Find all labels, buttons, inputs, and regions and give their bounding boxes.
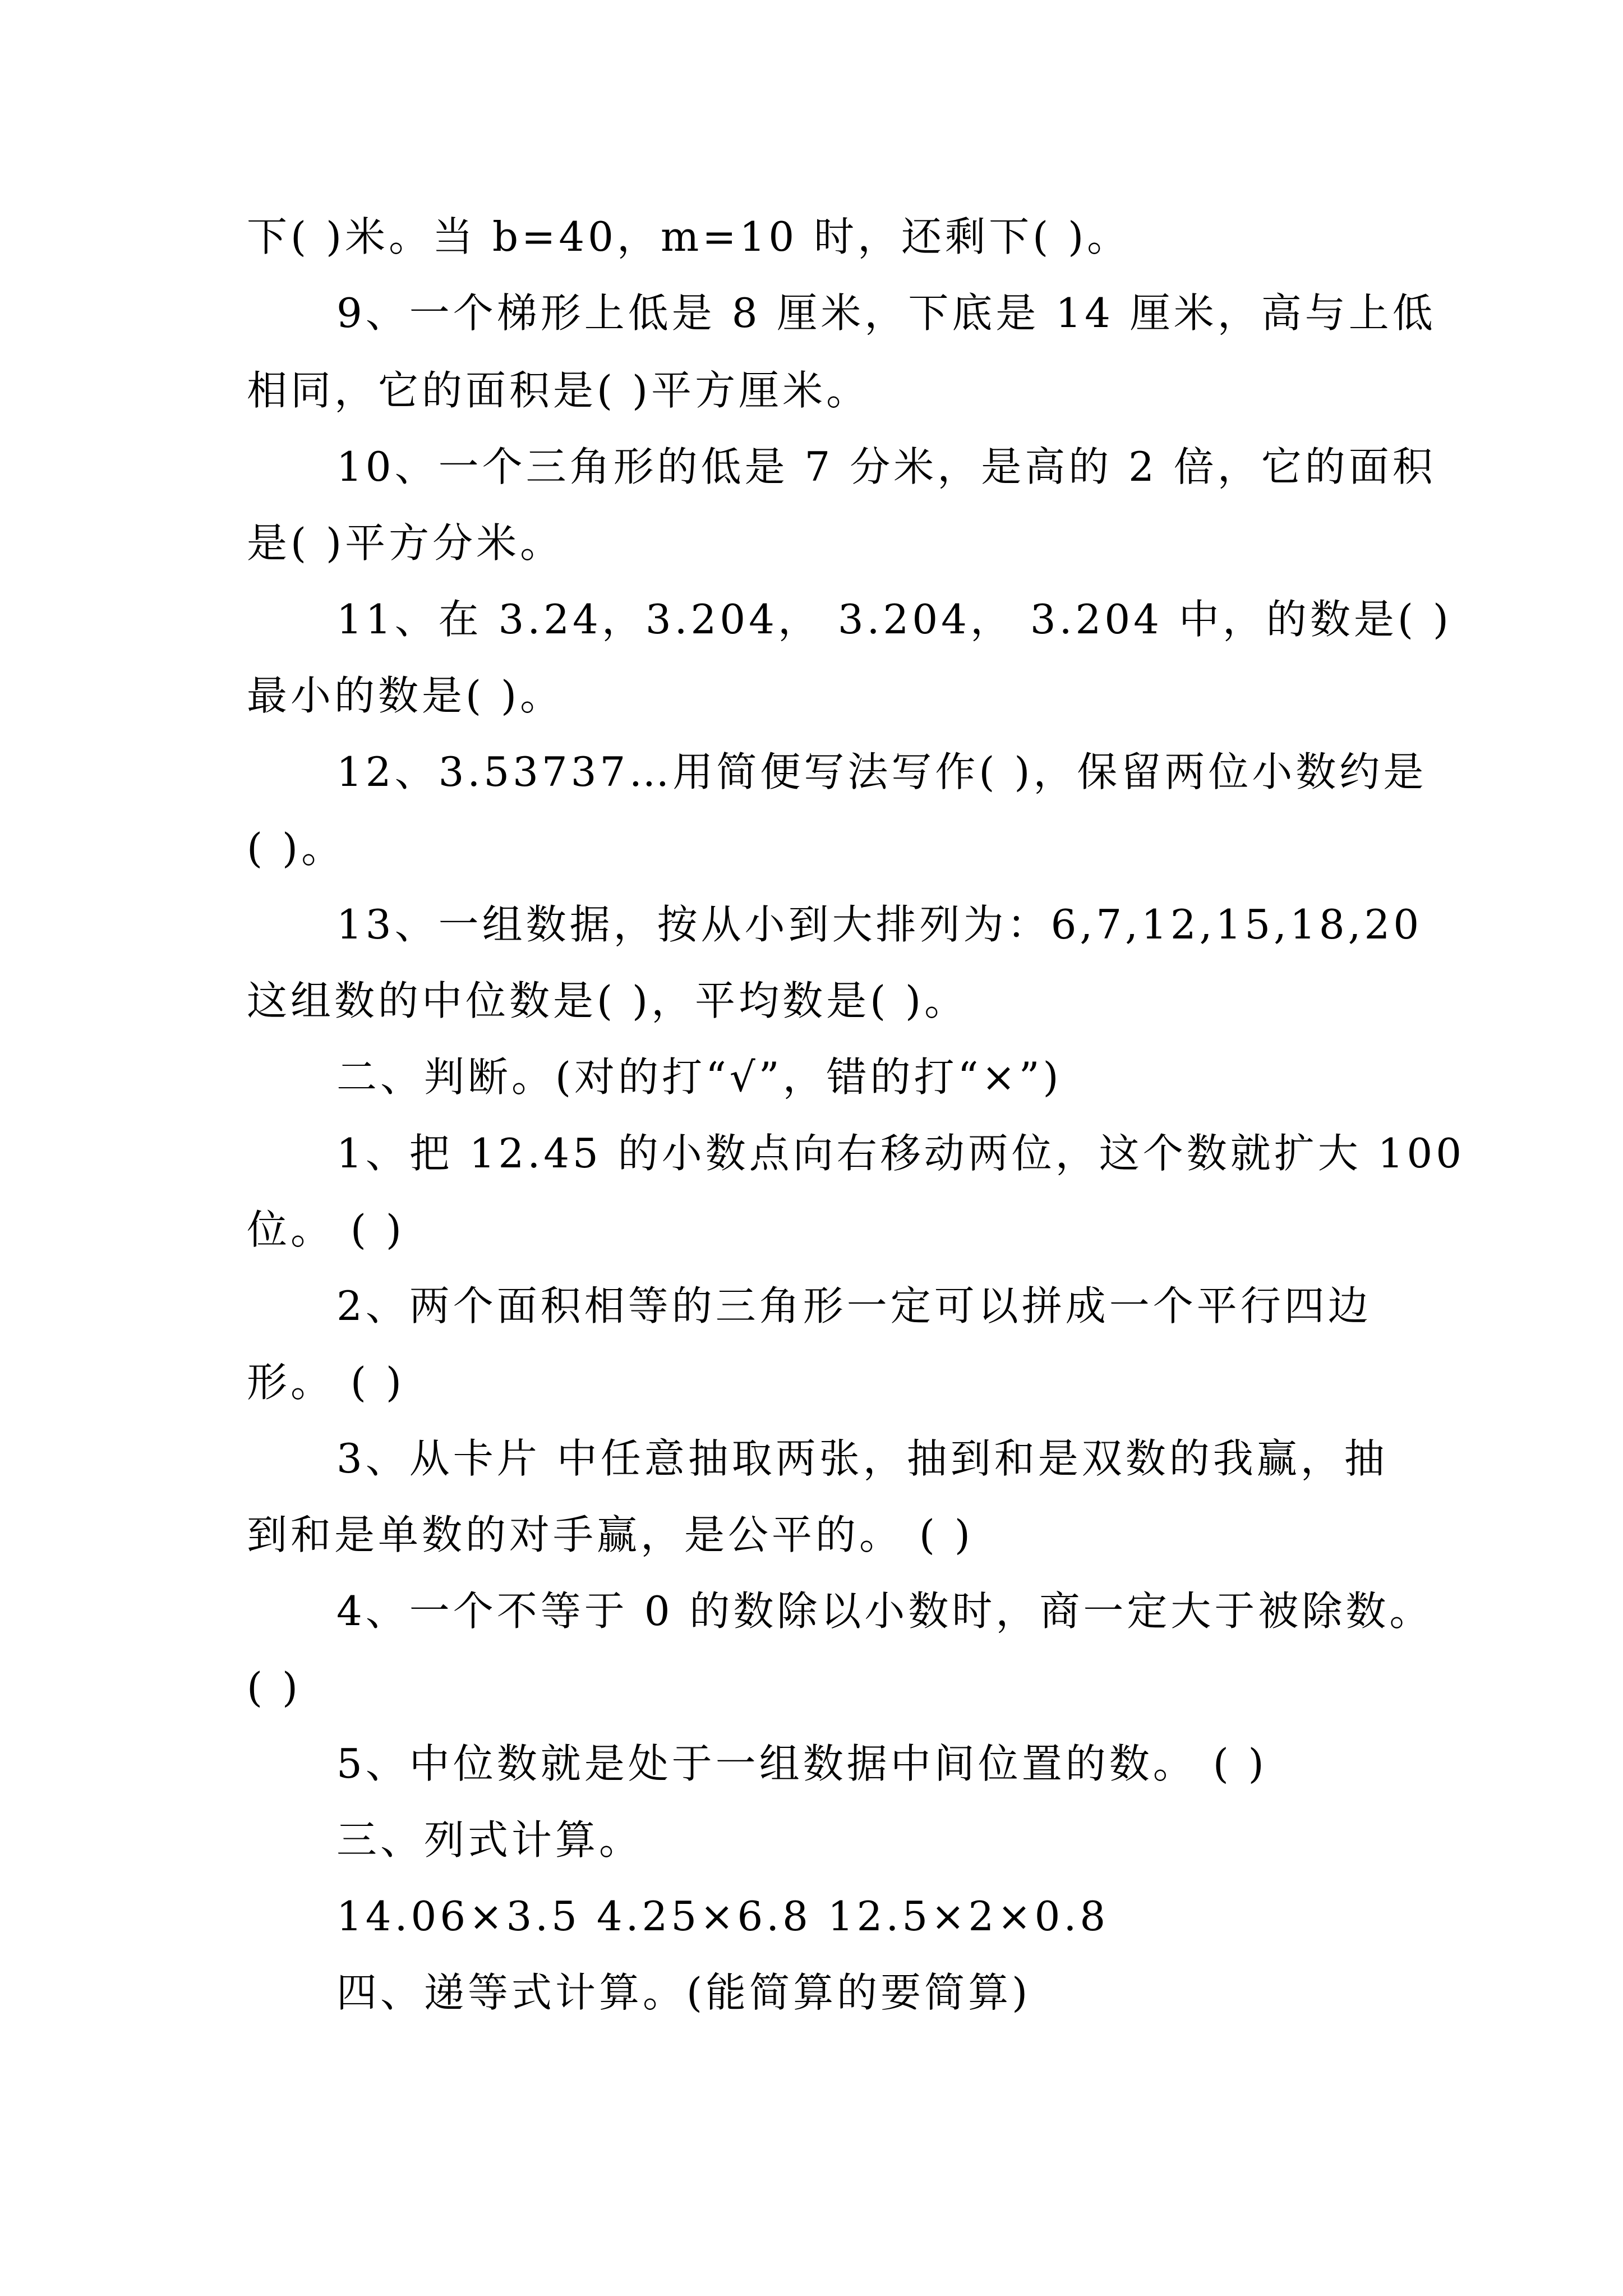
judge-1-line-1: 1、把 12.45 的小数点向右移动两位，这个数就扩大 100 [336,1130,1465,1177]
judge-4-line-1: 4、一个不等于 0 的数除以小数时，商一定大于被除数。 [336,1588,1433,1635]
section-4-heading: 四、递等式计算。(能简算的要简算) [336,1969,1031,2016]
judge-2-line-1: 2、两个面积相等的三角形一定可以拼成一个平行四边 [336,1282,1372,1329]
judge-3-line-2: 到和是单数的对手赢，是公平的。 ( ) [247,1511,974,1558]
calculation-expressions: 14.06×3.5 4.25×6.8 12.5×2×0.8 [336,1893,1109,1940]
q13-line-2: 这组数的中位数是( )，平均数是( )。 [247,977,969,1024]
q10-line-1: 10、一个三角形的低是 7 分米，是高的 2 倍，它的面积 [336,443,1436,490]
q11-line-2: 最小的数是( )。 [247,672,564,719]
q12-line-2: ( )。 [247,825,345,872]
q9-line-2: 相同，它的面积是( )平方厘米。 [247,367,870,414]
judge-1-line-2: 位。 ( ) [247,1206,405,1253]
q9-line-1: 9、一个梯形上低是 8 厘米，下底是 14 厘米，高与上低 [336,289,1436,337]
judge-4-line-2: ( ) [247,1664,302,1711]
q8-continuation-line: 下( )米。当 b=40，m=10 时，还剩下( )。 [247,213,1131,260]
judge-5-line: 5、中位数就是处于一组数据中间位置的数。 ( ) [336,1740,1267,1787]
q11-line-1: 11、在 3.24，3.204， 3.204， 3.204 中，的数是( ) [336,596,1452,643]
judge-3-line-1: 3、从卡片 中任意抽取两张，抽到和是双数的我赢，抽 [336,1435,1388,1482]
section-3-heading: 三、列式计算。 [336,1816,643,1864]
judge-2-line-2: 形。 ( ) [247,1359,405,1406]
q13-line-1: 13、一组数据，按从小到大排列为：6,7,12,15,18,20 [336,901,1423,948]
section-2-heading: 二、判断。(对的打“√”，错的打“×”) [336,1053,1062,1101]
q10-line-2: 是( )平方分米。 [247,519,564,567]
q12-line-1: 12、3.53737…用简便写法写作( )，保留两位小数约是 [336,748,1427,795]
